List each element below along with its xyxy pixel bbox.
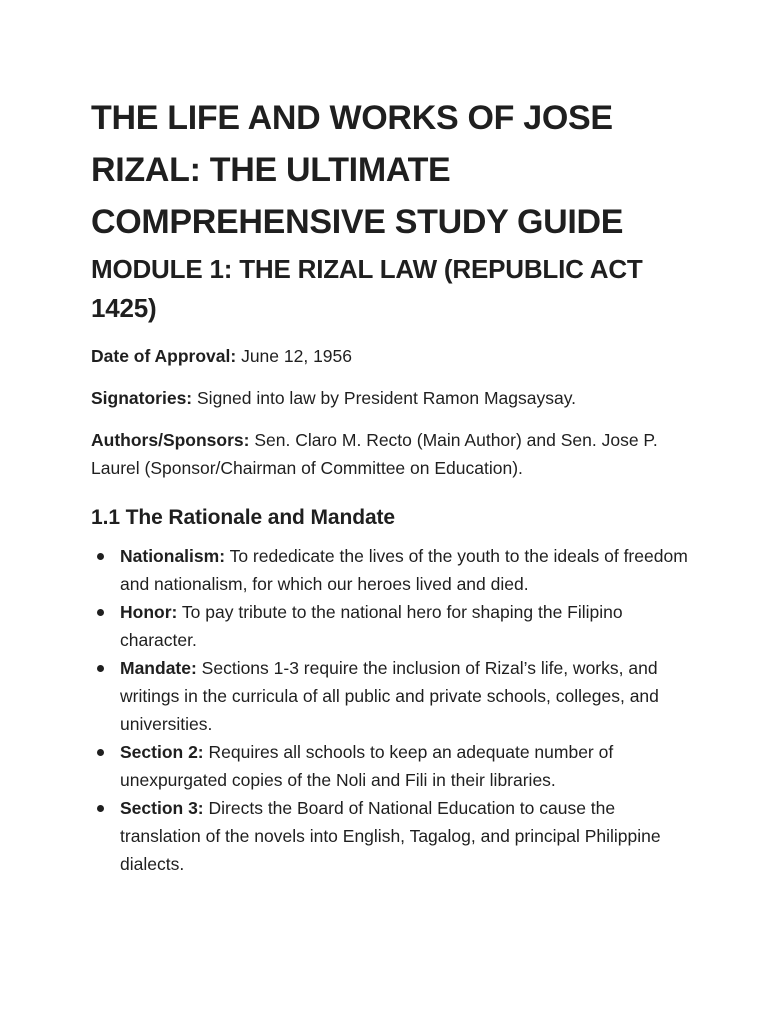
- bullet-icon: [97, 805, 104, 812]
- bullet-text: Directs the Board of National Education to cause the translation of the novels into English, Tagalog, and principal Philippine dialects.: [120, 798, 661, 874]
- date-of-approval: [91, 342, 691, 370]
- list-item: [91, 794, 691, 878]
- bullet-label: Honor:: [120, 602, 178, 622]
- bullet-icon: [97, 553, 104, 560]
- bullet-text: Sections 1-3 require the inclusion of Rizal’s life, works, and writings in the curricula of all public and private schools, colleges, and universities.: [120, 658, 659, 734]
- signatories: [91, 384, 691, 412]
- bullet-label: Section 3:: [120, 798, 204, 818]
- list-item: [91, 654, 691, 738]
- bullet-text: Requires all schools to keep an adequate number of unexpurgated copies of the Noli and Fili in their libraries.: [120, 742, 614, 790]
- meta-value: June 12, 1956: [236, 346, 352, 366]
- meta-label: Signatories:: [91, 388, 193, 408]
- document-page: [91, 92, 691, 878]
- bullet-label: Mandate:: [120, 658, 197, 678]
- meta-value: Signed into law by President Ramon Magsaysay.: [192, 388, 577, 408]
- list-item: [91, 738, 691, 794]
- bullet-icon: [97, 665, 104, 672]
- document-title: THE LIFE AND WORKS OF JOSE RIZAL: THE ULTIMATE COMPREHENSIVE STUDY GUIDE: [91, 99, 624, 241]
- bullet-text: To pay tribute to the national hero for shaping the Filipino character.: [120, 602, 623, 650]
- list-item: [91, 598, 691, 654]
- meta-label: Date of Approval:: [91, 346, 237, 366]
- bullet-label: Nationalism:: [120, 546, 226, 566]
- bullet-icon: [97, 749, 104, 756]
- meta-value: Sen. Claro M. Recto (Main Author) and Sen. Jose P. Laurel (Sponsor/Chairman of Committee on Education).: [91, 430, 658, 478]
- bullet-icon: [97, 609, 104, 616]
- bullet-text: To rededicate the lives of the youth to the ideals of freedom and nationalism, for which our heroes lived and died.: [120, 546, 688, 594]
- section-heading: 1.1 The Rationale and Mandate: [91, 506, 395, 529]
- bullet-list: [91, 542, 691, 878]
- authors-sponsors: [91, 426, 691, 482]
- list-item: [91, 542, 691, 598]
- meta-label: Authors/Sponsors:: [91, 430, 250, 450]
- bullet-label: Section 2:: [120, 742, 204, 762]
- module-heading: MODULE 1: THE RIZAL LAW (REPUBLIC ACT 1425): [91, 254, 643, 323]
